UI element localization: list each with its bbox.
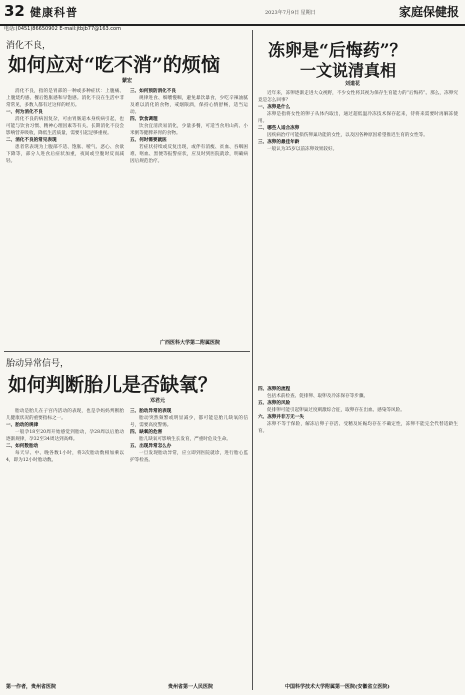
paragraph: 一般认为35岁以前冻卵效果较好。	[267, 147, 338, 152]
section-title: 健康科普	[30, 6, 78, 19]
subheading: 四、冻卵的流程	[258, 387, 291, 392]
paragraph: 冻卵不等于保险，解冻后卵子存活、受精及妊娠均存在不确定性，冻卵不能完全代替适龄生育。	[258, 422, 458, 434]
paragraph: 因疾病治疗可能损伤卵巢功能的女性，以及因各种原因希望推迟生育的女性等。	[267, 133, 428, 138]
contact-line: 电话:(0451)86650902 E-mail:jtbjb77@163.com	[4, 26, 121, 32]
paragraph: 若症状持续或反复出现，或伴有消瘦、贫血、吞咽困难、呕血、黑便等报警症状，应及时到医院就诊，明确病因后规范治疗。	[130, 145, 248, 164]
subheading: 二、如何数胎动	[6, 444, 39, 449]
article3-headline-line1: 冻卵是“后悔药”？	[268, 41, 407, 61]
paragraph: 胎动突然频繁或明显减少，都可能是胎儿缺氧的信号，需要高度警惕。	[130, 416, 248, 428]
subheading: 六、冻卵并非万无一失	[258, 415, 304, 420]
subheading: 一、何为消化不良	[6, 110, 43, 115]
subheading: 三、冻卵的最佳年龄	[258, 140, 300, 145]
article3-source: 中国科学技术大学附属第一医院(安徽省立医院)	[285, 684, 390, 690]
article1-source: 广西医科大学第二附属医院	[160, 340, 221, 346]
article-divider	[4, 351, 250, 352]
paragraph: 规律进食、细嚼慢咽，避免暴饮暴食，少吃辛辣油腻及难以消化的食物，戒烟限酒，保持心情舒畅，适当运动。	[130, 96, 248, 115]
subheading: 一、冻卵是什么	[258, 105, 291, 110]
article2-headline: 如何判断胎儿是否缺氧？	[8, 374, 218, 396]
paragraph: 一般孕18至20周开始感觉到胎动，孕28周以后胎动逐渐规律，孕32至34周达到高峰。	[6, 430, 124, 442]
paragraph: 消化不良的病因复杂，可由胃肠道本身疾病引起，也可能与饮食习惯、精神心理因素等有关。长期消化不良会影响营养吸收，降低生活质量，需要引起足够重视。	[6, 117, 124, 136]
article3-column-2	[258, 386, 458, 676]
subheading: 二、消化不良的常见表现	[6, 138, 57, 143]
paragraph: 近年来，冻卵逐渐走进大众视野，不少女性将其视为保存生育能力的“后悔药”。那么，冻卵究竟是怎么回事？	[258, 91, 458, 103]
article2-column-1	[6, 408, 124, 678]
article2-kicker: 胎动异常信号，	[6, 359, 70, 369]
page-number: 32	[4, 2, 25, 20]
subheading: 二、哪些人适合冻卵	[258, 126, 300, 131]
paragraph: 胎动是胎儿在子宫内活动的表现，也是孕妈妈判断胎儿健康状况的重要指标之一。	[6, 409, 124, 421]
subheading: 三、如何预防消化不良	[130, 89, 176, 94]
paragraph: 饮食宜清淡易消化，少量多餐，可适当食用山药、小米粥等健脾养胃的食物。	[130, 124, 248, 136]
article3-author: 刘道花	[345, 81, 361, 87]
subheading: 一、胎动的规律	[6, 423, 39, 428]
article1-headline: 如何应对“吃不消”的烦恼	[8, 54, 220, 76]
article2-column-2	[130, 408, 248, 678]
article2-author: 邓君元	[150, 398, 166, 404]
article1-author: 蒙宏	[122, 78, 133, 84]
subheading: 五、冻卵的风险	[258, 401, 291, 406]
article1-kicker: 消化不良，	[6, 41, 52, 51]
paragraph: 每天早、中、晚各数1小时，将3次胎动数相加乘以4，即为12小时胎动数。	[6, 451, 124, 463]
article3-headline-line2: 一文说清真相	[300, 61, 397, 80]
issue-date: 2023年7月9日 星期日	[265, 10, 316, 16]
article2-footer-note: 第一作者，贵州省医院	[6, 684, 57, 690]
paragraph: 患者常表现为上腹部不适、饱胀、嗳气、恶心、食欲下降等，部分人进食后症状加重，夜间或空腹时反而减轻。	[6, 145, 124, 164]
article1-column-2	[130, 88, 248, 334]
paragraph: 促排卵可能引起卵巢过度刺激综合征，取卵存在出血、感染等风险。	[267, 408, 405, 413]
article3-column-1	[258, 90, 458, 380]
paragraph: 冻卵是指将女性的卵子从体内取出，通过超低温冷冻技术保存起来，待将来需要时再解冻使用。	[258, 112, 458, 124]
paragraph: 一旦发现胎动异常，应立即到医院就诊，进行胎心监护等检查。	[130, 451, 248, 463]
paragraph: 包括术前检查、促排卵、取卵及冷冻保存等步骤。	[267, 394, 369, 399]
subheading: 五、何时需要就医	[130, 138, 167, 143]
paragraph: 胎儿缺氧可影响生长发育，严重时危及生命。	[139, 437, 231, 442]
subheading: 三、胎动异常的表现	[130, 409, 172, 414]
subheading: 四、缺氧的危害	[130, 430, 163, 435]
column-divider	[252, 30, 253, 690]
article1-column-1	[6, 88, 124, 346]
page-header	[0, 0, 465, 26]
paragraph: 消化不良，指的是胃部的一种或多种症状：上腹痛、上腹烧灼感、餐后饱胀感和早饱感。消化不良在生活中非常常见，多数人都有过这样的经历。	[6, 89, 124, 108]
subheading: 五、出现异常怎么办	[130, 444, 172, 449]
subheading: 四、饮食调理	[130, 117, 158, 122]
article2-source: 贵州省第一人民医院	[168, 684, 214, 690]
column-name: 家庭保健报	[398, 5, 459, 19]
